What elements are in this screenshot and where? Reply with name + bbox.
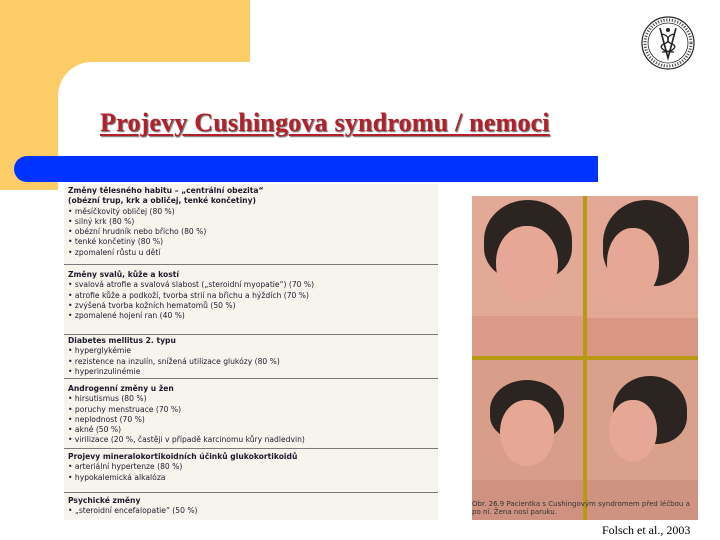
- list-item: • rezistence na inzulín, snížená utilizace glukózy (80 %): [68, 356, 280, 366]
- list-item: • poruchy menstruace (70 %): [68, 404, 182, 414]
- list-item: • silný krk (80 %): [68, 216, 135, 226]
- left-margin: [0, 190, 58, 540]
- list-item: • akné (50 %): [68, 425, 122, 435]
- list-item: • „steroidní encefalopatie“ (50 %): [68, 506, 198, 516]
- photo-before-front: [472, 196, 583, 356]
- list-item: • hypokalemická alkalóza: [68, 472, 166, 482]
- list-item: • zvýšená tvorba kožních hematomů (50 %): [68, 300, 236, 310]
- list-item: • obézní hrudník nebo břicho (80 %): [68, 227, 207, 237]
- photo-after-profile: [587, 360, 698, 520]
- list-item: • zpomalení růstu u dětí: [68, 247, 161, 257]
- table-section-muscles: [64, 268, 438, 335]
- list-item: • hyperinzulinémie: [68, 366, 141, 376]
- list-item: • svalová atrofie a svalová slabost („steroidní myopatie“) (70 %): [68, 280, 315, 290]
- list-item: • hyperglykémie: [68, 346, 132, 356]
- section-subheading: (obézní trup, krk a obličej, tenké končetiny): [68, 196, 256, 206]
- list-item: • hirsutismus (80 %): [68, 394, 147, 404]
- patient-photo-grid: [472, 196, 698, 520]
- citation: Folsch et al., 2003: [602, 523, 691, 537]
- table-section-mineralocorticoid: [64, 450, 438, 493]
- section-heading: Androgenní změny u žen: [68, 384, 174, 393]
- section-heading: Změny tělesného habitu – „centrální obezita“: [68, 186, 264, 195]
- list-item: • tenké končetiny (80 %): [68, 237, 164, 247]
- table-section-androgen: [64, 382, 438, 449]
- list-item: • neplodnost (70 %): [68, 414, 145, 424]
- photo-caption: Obr. 26.9 Pacientka s Cushingovým syndromem před léčbou a po ní. Žena nosí paruku.: [472, 500, 690, 516]
- title-underline-bar: [14, 156, 598, 182]
- list-item: • arteriální hypertenze (80 %): [68, 462, 183, 472]
- section-heading: Projevy mineralokortikoidních účinků glukokortikoidů: [68, 452, 298, 461]
- photo-before-profile: [587, 196, 698, 356]
- symptoms-table: [64, 184, 438, 520]
- list-item: • měsíčkovitý obličej (80 %): [68, 206, 175, 216]
- table-section-diabetes: [64, 334, 438, 379]
- section-heading: Diabetes mellitus 2. typu: [68, 336, 176, 345]
- list-item: • virilizace (20 %, častěji v případě karcinomu kůry nadledvin): [68, 435, 305, 445]
- slide-title: Projevy Cushingova syndromu / nemoci: [100, 108, 550, 137]
- table-section-habitus: [64, 184, 438, 265]
- list-item: • atrofie kůže a podkoží, tvorba strií na břichu a hýždích (70 %): [68, 290, 309, 300]
- section-heading: Psychické změny: [68, 496, 141, 505]
- section-heading: Změny svalů, kůže a kostí: [68, 270, 179, 279]
- table-section-psychic: [64, 494, 438, 520]
- university-seal-icon: [640, 14, 696, 72]
- photo-after-front: [472, 360, 583, 520]
- list-item: • zpomalené hojení ran (40 %): [68, 311, 185, 321]
